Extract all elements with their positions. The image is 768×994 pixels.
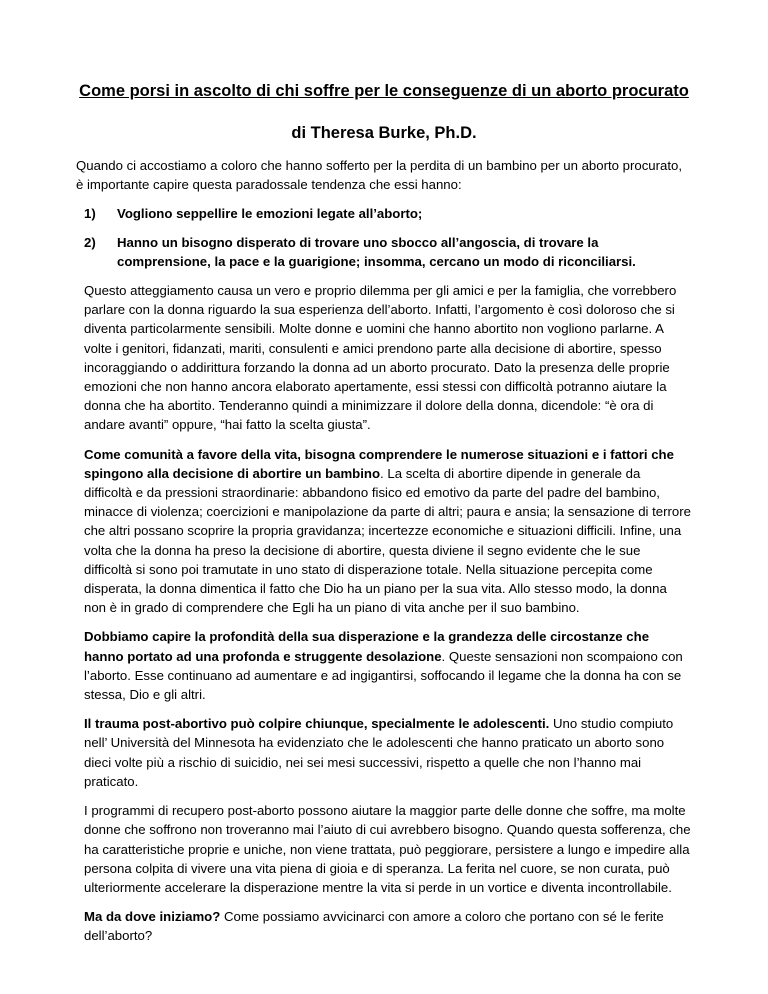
key-point-number: 1) xyxy=(84,206,96,222)
paragraph-text: Uno studio compiuto nell’ Università del Minnesota ha evidenziato che le adolescenti che hanno praticato un aborto sono dieci volte più a rischio di suicidio, nei sei mesi successivi, rispetto a quelle che non l’hanno mai praticato. xyxy=(84,716,674,789)
intro-paragraph: Quando ci accostiamo a coloro che hanno sofferto per la perdita di un bambino per un aborto procurato, è importante capire questa paradossale tendenza che essi hanno: xyxy=(76,158,683,193)
paragraph-text: I programmi di recupero post-aborto possono aiutare la maggior parte delle donne che soffre, ma molte donne che soffrono non troveranno mai l’aiuto di cui avrebbero bisogno. Quando questa sofferenza, che ha caratteristiche proprie e uniche, non viene trattata, può peggiorare, persistere a lungo e impedire alla persona colpita di vivere una vita piena di gioia e di speranza. La ferita nel cuore, se non curata, può ulteriormente accelerare la disperazione mentre la vita si perde in un vortice e diventa incontrollabile. xyxy=(84,803,691,895)
paragraph-text: . La scelta di abortire dipende in generale da difficoltà e da pressioni straordinarie: abbandono fisico ed emotivo da parte del padre del bambino, minacce di violenza; coercizioni e manipolazione da parte di altri; paura e ansia; la sensazione di terrore che altri possano scoprire la propria gravidanza; incertezze economiche e situazioni difficili. Infine, una volta che la donna ha preso la decisione di abortire, questa diviene il segno evidente che le sue difficoltà si sono poi tramutate in uno stato di disperazione totale. Nella situazione percepita come disperata, la donna dimentica il fatto che Dio ha un piano per la sua vita. Allo stesso modo, la donna non è in grado di comprendere che Egli ha un piano di vita anche per il suo bambino. xyxy=(84,465,691,616)
key-points-list xyxy=(76,204,692,271)
key-point xyxy=(84,204,692,223)
paragraph-lead: Ma da dove iniziamo? xyxy=(84,909,221,925)
paragraph-lead: Dobbiamo capire la profondità della sua disperazione e la grandezza delle circostanze che hanno portato ad una profonda e struggente desolazione xyxy=(84,629,650,664)
body-paragraph xyxy=(84,801,692,897)
key-point-text: Vogliono seppellire le emozioni legate all’aborto; xyxy=(117,206,423,222)
body-paragraph xyxy=(84,907,692,945)
body-paragraph xyxy=(84,281,692,435)
paragraph-lead: Il trauma post-abortivo può colpire chiunque, specialmente le adolescenti. xyxy=(84,716,550,732)
paragraph-lead: Come comunità a favore della vita, bisogna comprendere le numerose situazioni e i fattori che spingono alla decisione di abortire un bambino xyxy=(84,446,674,481)
body-paragraph xyxy=(84,714,692,791)
key-point xyxy=(84,233,692,271)
document-title: Come porsi in ascolto di chi soffre per le conseguenze di un aborto procurato xyxy=(79,82,689,100)
key-point-text: Hanno un bisogno disperato di trovare uno sbocco all’angoscia, di trovare la comprensione, la pace e la guarigione; insomma, cercano un modo di riconciliarsi. xyxy=(117,234,636,269)
body-paragraph xyxy=(84,445,692,618)
paragraph-text: Questo atteggiamento causa un vero e proprio dilemma per gli amici e per la famiglia, che vorrebbero parlare con la donna riguardo la sua esperienza dell’aborto. Infatti, l’argomento è così doloroso che si diventa particolarmente sensibili. Molte donne e uomini che hanno abortito non vogliono parlarne. A volte i genitori, fidanzati, mariti, consulenti e amici prendono parte alla decisione di abortire, spesso incoraggiando o addirittura forzando la donna ad un aborto procurato. Dato la presenza delle proprie emozioni che non hanno ancora elaborato apertamente, essi stessi con difficoltà potranno aiutare la donna che ha abortito. Tenderanno quindi a minimizzare il dolore della donna, dicendole: “è ora di andare avanti” oppure, “hai fatto la scelta giusta”. xyxy=(84,283,677,433)
paragraph-text: Come possiamo avvicinarci con amore a coloro che portano con sé le ferite dell’aborto? xyxy=(84,909,664,944)
key-point-number: 2) xyxy=(84,234,96,250)
body-paragraph xyxy=(84,627,692,704)
document-author: di Theresa Burke, Ph.D. xyxy=(291,124,477,142)
paragraph-text: . Queste sensazioni non scompaiono con l’aborto. Esse continuano ad aumentare e ad ingigantirsi, soffocando il legame che la donna ha con se stessa, Dio e gli altri. xyxy=(84,648,683,703)
